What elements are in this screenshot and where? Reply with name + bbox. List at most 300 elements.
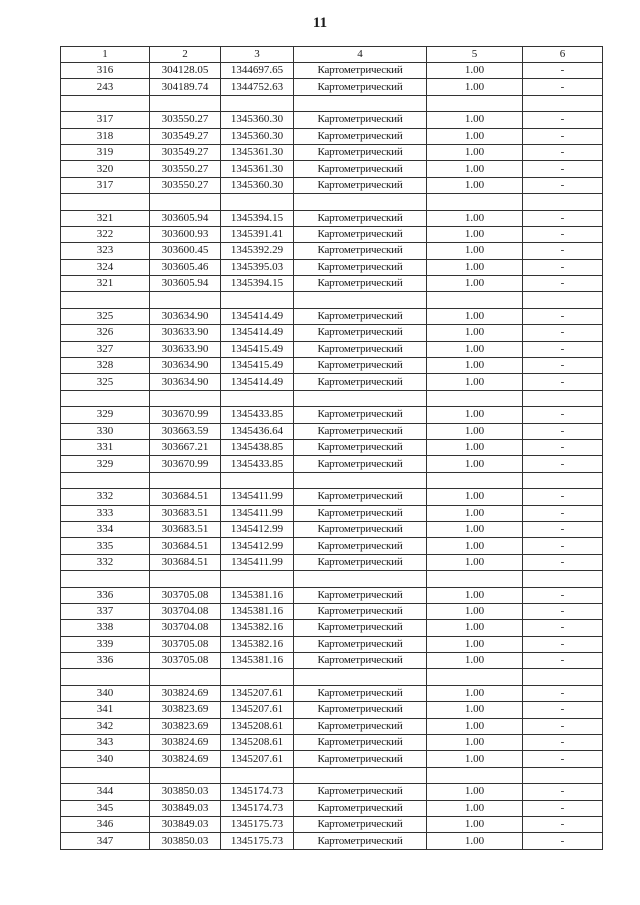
- y-coordinate-cell: 1345436.64: [221, 423, 294, 439]
- note-cell: -: [523, 521, 603, 537]
- accuracy-cell: 1.00: [427, 144, 523, 160]
- point-number-cell: 317: [61, 177, 150, 193]
- empty-cell: [221, 472, 294, 488]
- method-cell: Картометрический: [294, 325, 427, 341]
- note-cell: -: [523, 112, 603, 128]
- note-cell: -: [523, 489, 603, 505]
- accuracy-cell: 1.00: [427, 439, 523, 455]
- x-coordinate-cell: 303705.08: [150, 653, 221, 669]
- accuracy-cell: 1.00: [427, 505, 523, 521]
- empty-cell: [523, 292, 603, 308]
- empty-cell: [523, 571, 603, 587]
- empty-cell: [427, 669, 523, 685]
- method-cell: Картометрический: [294, 489, 427, 505]
- table-row: [61, 620, 603, 636]
- accuracy-cell: 1.00: [427, 735, 523, 751]
- x-coordinate-cell: 303663.59: [150, 423, 221, 439]
- empty-cell: [61, 390, 150, 406]
- x-coordinate-cell: 303633.90: [150, 325, 221, 341]
- note-cell: -: [523, 685, 603, 701]
- accuracy-cell: 1.00: [427, 63, 523, 79]
- note-cell: -: [523, 407, 603, 423]
- y-coordinate-cell: 1345381.16: [221, 653, 294, 669]
- accuracy-cell: 1.00: [427, 784, 523, 800]
- empty-cell: [294, 95, 427, 111]
- method-cell: Картометрический: [294, 505, 427, 521]
- empty-cell: [221, 767, 294, 783]
- empty-cell: [221, 571, 294, 587]
- x-coordinate-cell: 303823.69: [150, 718, 221, 734]
- note-cell: -: [523, 636, 603, 652]
- empty-cell: [150, 390, 221, 406]
- note-cell: -: [523, 735, 603, 751]
- method-cell: Картометрический: [294, 833, 427, 849]
- point-number-cell: 319: [61, 144, 150, 160]
- empty-cell: [294, 390, 427, 406]
- x-coordinate-cell: 303824.69: [150, 735, 221, 751]
- note-cell: -: [523, 210, 603, 226]
- table-row: [61, 833, 603, 849]
- accuracy-cell: 1.00: [427, 341, 523, 357]
- accuracy-cell: 1.00: [427, 816, 523, 832]
- note-cell: -: [523, 587, 603, 603]
- group-separator-row: [61, 194, 603, 210]
- point-number-cell: 347: [61, 833, 150, 849]
- note-cell: -: [523, 603, 603, 619]
- table-row: [61, 276, 603, 292]
- x-coordinate-cell: 303704.08: [150, 620, 221, 636]
- note-cell: -: [523, 374, 603, 390]
- x-coordinate-cell: 303550.27: [150, 177, 221, 193]
- table-row: [61, 243, 603, 259]
- method-cell: Картометрический: [294, 79, 427, 95]
- x-coordinate-cell: 303634.90: [150, 308, 221, 324]
- header-col-6: 6: [523, 47, 603, 63]
- note-cell: -: [523, 63, 603, 79]
- empty-cell: [150, 571, 221, 587]
- x-coordinate-cell: 304189.74: [150, 79, 221, 95]
- y-coordinate-cell: 1345433.85: [221, 456, 294, 472]
- table-row: [61, 784, 603, 800]
- empty-cell: [427, 472, 523, 488]
- x-coordinate-cell: 303824.69: [150, 685, 221, 701]
- accuracy-cell: 1.00: [427, 833, 523, 849]
- empty-cell: [523, 767, 603, 783]
- table-row: [61, 259, 603, 275]
- point-number-cell: 329: [61, 456, 150, 472]
- accuracy-cell: 1.00: [427, 456, 523, 472]
- table-row: [61, 128, 603, 144]
- accuracy-cell: 1.00: [427, 702, 523, 718]
- x-coordinate-cell: 303633.90: [150, 341, 221, 357]
- method-cell: Картометрический: [294, 128, 427, 144]
- accuracy-cell: 1.00: [427, 259, 523, 275]
- empty-cell: [294, 292, 427, 308]
- method-cell: Картометрический: [294, 423, 427, 439]
- note-cell: -: [523, 439, 603, 455]
- table-row: [61, 407, 603, 423]
- note-cell: -: [523, 554, 603, 570]
- method-cell: Картометрический: [294, 144, 427, 160]
- method-cell: Картометрический: [294, 243, 427, 259]
- method-cell: Картометрический: [294, 521, 427, 537]
- y-coordinate-cell: 1344697.65: [221, 63, 294, 79]
- y-coordinate-cell: 1345412.99: [221, 521, 294, 537]
- method-cell: Картометрический: [294, 685, 427, 701]
- accuracy-cell: 1.00: [427, 128, 523, 144]
- method-cell: Картометрический: [294, 554, 427, 570]
- y-coordinate-cell: 1345207.61: [221, 702, 294, 718]
- y-coordinate-cell: 1345208.61: [221, 718, 294, 734]
- table-row: [61, 702, 603, 718]
- x-coordinate-cell: 303600.45: [150, 243, 221, 259]
- point-number-cell: 341: [61, 702, 150, 718]
- empty-cell: [427, 95, 523, 111]
- x-coordinate-cell: 303705.08: [150, 636, 221, 652]
- accuracy-cell: 1.00: [427, 538, 523, 554]
- note-cell: -: [523, 833, 603, 849]
- y-coordinate-cell: 1345433.85: [221, 407, 294, 423]
- method-cell: Картометрический: [294, 226, 427, 242]
- point-number-cell: 334: [61, 521, 150, 537]
- table-row: [61, 554, 603, 570]
- point-number-cell: 243: [61, 79, 150, 95]
- method-cell: Картометрический: [294, 456, 427, 472]
- accuracy-cell: 1.00: [427, 112, 523, 128]
- table-row: [61, 735, 603, 751]
- point-number-cell: 343: [61, 735, 150, 751]
- method-cell: Картометрический: [294, 587, 427, 603]
- method-cell: Картометрический: [294, 800, 427, 816]
- accuracy-cell: 1.00: [427, 325, 523, 341]
- empty-cell: [61, 669, 150, 685]
- table-row: [61, 456, 603, 472]
- method-cell: Картометрический: [294, 816, 427, 832]
- y-coordinate-cell: 1345382.16: [221, 620, 294, 636]
- method-cell: Картометрический: [294, 702, 427, 718]
- y-coordinate-cell: 1345207.61: [221, 685, 294, 701]
- y-coordinate-cell: 1345361.30: [221, 161, 294, 177]
- empty-cell: [61, 767, 150, 783]
- point-number-cell: 338: [61, 620, 150, 636]
- y-coordinate-cell: 1345414.49: [221, 325, 294, 341]
- empty-cell: [221, 669, 294, 685]
- x-coordinate-cell: 303683.51: [150, 505, 221, 521]
- y-coordinate-cell: 1345174.73: [221, 800, 294, 816]
- accuracy-cell: 1.00: [427, 521, 523, 537]
- table-row: [61, 718, 603, 734]
- empty-cell: [150, 767, 221, 783]
- x-coordinate-cell: 303684.51: [150, 538, 221, 554]
- note-cell: -: [523, 456, 603, 472]
- point-number-cell: 345: [61, 800, 150, 816]
- note-cell: -: [523, 358, 603, 374]
- accuracy-cell: 1.00: [427, 751, 523, 767]
- method-cell: Картометрический: [294, 358, 427, 374]
- x-coordinate-cell: 303849.03: [150, 816, 221, 832]
- x-coordinate-cell: 303605.94: [150, 276, 221, 292]
- point-number-cell: 328: [61, 358, 150, 374]
- x-coordinate-cell: 303549.27: [150, 144, 221, 160]
- y-coordinate-cell: 1345361.30: [221, 144, 294, 160]
- empty-cell: [150, 472, 221, 488]
- x-coordinate-cell: 303683.51: [150, 521, 221, 537]
- table-body: [61, 63, 603, 850]
- coordinates-table: [60, 46, 603, 850]
- table-row: [61, 374, 603, 390]
- method-cell: Картометрический: [294, 751, 427, 767]
- x-coordinate-cell: 303684.51: [150, 489, 221, 505]
- note-cell: -: [523, 341, 603, 357]
- accuracy-cell: 1.00: [427, 685, 523, 701]
- empty-cell: [150, 669, 221, 685]
- note-cell: -: [523, 751, 603, 767]
- method-cell: Картометрический: [294, 161, 427, 177]
- group-separator-row: [61, 669, 603, 685]
- note-cell: -: [523, 79, 603, 95]
- accuracy-cell: 1.00: [427, 79, 523, 95]
- group-separator-row: [61, 571, 603, 587]
- table-row: [61, 63, 603, 79]
- method-cell: Картометрический: [294, 784, 427, 800]
- accuracy-cell: 1.00: [427, 587, 523, 603]
- group-separator-row: [61, 95, 603, 111]
- accuracy-cell: 1.00: [427, 243, 523, 259]
- method-cell: Картометрический: [294, 276, 427, 292]
- x-coordinate-cell: 303600.93: [150, 226, 221, 242]
- method-cell: Картометрический: [294, 603, 427, 619]
- accuracy-cell: 1.00: [427, 161, 523, 177]
- empty-cell: [61, 95, 150, 111]
- header-col-1: 1: [61, 47, 150, 63]
- note-cell: -: [523, 144, 603, 160]
- header-col-3: 3: [221, 47, 294, 63]
- method-cell: Картометрический: [294, 177, 427, 193]
- point-number-cell: 336: [61, 587, 150, 603]
- x-coordinate-cell: 303549.27: [150, 128, 221, 144]
- table-row: [61, 358, 603, 374]
- note-cell: -: [523, 243, 603, 259]
- x-coordinate-cell: 303667.21: [150, 439, 221, 455]
- empty-cell: [61, 194, 150, 210]
- table-row: [61, 800, 603, 816]
- note-cell: -: [523, 816, 603, 832]
- accuracy-cell: 1.00: [427, 718, 523, 734]
- accuracy-cell: 1.00: [427, 308, 523, 324]
- point-number-cell: 330: [61, 423, 150, 439]
- point-number-cell: 329: [61, 407, 150, 423]
- point-number-cell: 326: [61, 325, 150, 341]
- y-coordinate-cell: 1345208.61: [221, 735, 294, 751]
- point-number-cell: 320: [61, 161, 150, 177]
- point-number-cell: 317: [61, 112, 150, 128]
- point-number-cell: 332: [61, 489, 150, 505]
- accuracy-cell: 1.00: [427, 210, 523, 226]
- method-cell: Картометрический: [294, 538, 427, 554]
- accuracy-cell: 1.00: [427, 489, 523, 505]
- table-row: [61, 653, 603, 669]
- x-coordinate-cell: 303550.27: [150, 112, 221, 128]
- point-number-cell: 335: [61, 538, 150, 554]
- note-cell: -: [523, 276, 603, 292]
- table-row: [61, 341, 603, 357]
- table-row: [61, 489, 603, 505]
- note-cell: -: [523, 308, 603, 324]
- empty-cell: [523, 194, 603, 210]
- point-number-cell: 336: [61, 653, 150, 669]
- empty-cell: [427, 390, 523, 406]
- note-cell: -: [523, 702, 603, 718]
- empty-cell: [523, 669, 603, 685]
- x-coordinate-cell: 303705.08: [150, 587, 221, 603]
- method-cell: Картометрический: [294, 341, 427, 357]
- y-coordinate-cell: 1345415.49: [221, 341, 294, 357]
- point-number-cell: 339: [61, 636, 150, 652]
- note-cell: -: [523, 423, 603, 439]
- method-cell: Картометрический: [294, 112, 427, 128]
- table-row: [61, 112, 603, 128]
- note-cell: -: [523, 620, 603, 636]
- method-cell: Картометрический: [294, 718, 427, 734]
- note-cell: -: [523, 800, 603, 816]
- empty-cell: [427, 571, 523, 587]
- empty-cell: [427, 292, 523, 308]
- point-number-cell: 321: [61, 276, 150, 292]
- table-row: [61, 505, 603, 521]
- x-coordinate-cell: 303634.90: [150, 358, 221, 374]
- x-coordinate-cell: 303605.46: [150, 259, 221, 275]
- method-cell: Картометрический: [294, 735, 427, 751]
- point-number-cell: 344: [61, 784, 150, 800]
- method-cell: Картометрический: [294, 63, 427, 79]
- empty-cell: [427, 767, 523, 783]
- accuracy-cell: 1.00: [427, 226, 523, 242]
- note-cell: -: [523, 784, 603, 800]
- x-coordinate-cell: 304128.05: [150, 63, 221, 79]
- x-coordinate-cell: 303670.99: [150, 407, 221, 423]
- empty-cell: [61, 292, 150, 308]
- empty-cell: [523, 390, 603, 406]
- header-col-4: 4: [294, 47, 427, 63]
- point-number-cell: 325: [61, 308, 150, 324]
- empty-cell: [523, 472, 603, 488]
- accuracy-cell: 1.00: [427, 636, 523, 652]
- accuracy-cell: 1.00: [427, 358, 523, 374]
- y-coordinate-cell: 1345175.73: [221, 816, 294, 832]
- accuracy-cell: 1.00: [427, 407, 523, 423]
- group-separator-row: [61, 390, 603, 406]
- note-cell: -: [523, 128, 603, 144]
- point-number-cell: 318: [61, 128, 150, 144]
- table-row: [61, 144, 603, 160]
- point-number-cell: 322: [61, 226, 150, 242]
- y-coordinate-cell: 1345382.16: [221, 636, 294, 652]
- y-coordinate-cell: 1345207.61: [221, 751, 294, 767]
- empty-cell: [150, 194, 221, 210]
- empty-cell: [221, 95, 294, 111]
- accuracy-cell: 1.00: [427, 374, 523, 390]
- table-row: [61, 751, 603, 767]
- method-cell: Картометрический: [294, 210, 427, 226]
- y-coordinate-cell: 1345412.99: [221, 538, 294, 554]
- table-row: [61, 603, 603, 619]
- x-coordinate-cell: 303684.51: [150, 554, 221, 570]
- method-cell: Картометрический: [294, 653, 427, 669]
- y-coordinate-cell: 1345415.49: [221, 358, 294, 374]
- empty-cell: [294, 194, 427, 210]
- accuracy-cell: 1.00: [427, 423, 523, 439]
- y-coordinate-cell: 1344752.63: [221, 79, 294, 95]
- group-separator-row: [61, 767, 603, 783]
- table-row: [61, 685, 603, 701]
- y-coordinate-cell: 1345414.49: [221, 374, 294, 390]
- x-coordinate-cell: 303849.03: [150, 800, 221, 816]
- method-cell: Картометрический: [294, 374, 427, 390]
- table-row: [61, 816, 603, 832]
- accuracy-cell: 1.00: [427, 276, 523, 292]
- table-row: [61, 521, 603, 537]
- note-cell: -: [523, 538, 603, 554]
- point-number-cell: 342: [61, 718, 150, 734]
- accuracy-cell: 1.00: [427, 653, 523, 669]
- x-coordinate-cell: 303634.90: [150, 374, 221, 390]
- table-row: [61, 308, 603, 324]
- header-col-2: 2: [150, 47, 221, 63]
- table-row: [61, 636, 603, 652]
- x-coordinate-cell: 303704.08: [150, 603, 221, 619]
- point-number-cell: 324: [61, 259, 150, 275]
- point-number-cell: 327: [61, 341, 150, 357]
- table-row: [61, 587, 603, 603]
- table-row: [61, 161, 603, 177]
- accuracy-cell: 1.00: [427, 554, 523, 570]
- note-cell: -: [523, 325, 603, 341]
- y-coordinate-cell: 1345360.30: [221, 112, 294, 128]
- empty-cell: [150, 292, 221, 308]
- empty-cell: [221, 390, 294, 406]
- x-coordinate-cell: 303850.03: [150, 784, 221, 800]
- method-cell: Картометрический: [294, 439, 427, 455]
- point-number-cell: 340: [61, 685, 150, 701]
- y-coordinate-cell: 1345411.99: [221, 505, 294, 521]
- y-coordinate-cell: 1345411.99: [221, 489, 294, 505]
- method-cell: Картометрический: [294, 407, 427, 423]
- group-separator-row: [61, 472, 603, 488]
- y-coordinate-cell: 1345381.16: [221, 587, 294, 603]
- x-coordinate-cell: 303823.69: [150, 702, 221, 718]
- y-coordinate-cell: 1345174.73: [221, 784, 294, 800]
- empty-cell: [294, 472, 427, 488]
- empty-cell: [150, 95, 221, 111]
- method-cell: Картометрический: [294, 620, 427, 636]
- point-number-cell: 346: [61, 816, 150, 832]
- y-coordinate-cell: 1345394.15: [221, 210, 294, 226]
- empty-cell: [61, 571, 150, 587]
- empty-cell: [221, 194, 294, 210]
- table-row: [61, 423, 603, 439]
- y-coordinate-cell: 1345360.30: [221, 177, 294, 193]
- x-coordinate-cell: 303605.94: [150, 210, 221, 226]
- y-coordinate-cell: 1345381.16: [221, 603, 294, 619]
- point-number-cell: 325: [61, 374, 150, 390]
- accuracy-cell: 1.00: [427, 603, 523, 619]
- y-coordinate-cell: 1345438.85: [221, 439, 294, 455]
- empty-cell: [294, 571, 427, 587]
- y-coordinate-cell: 1345414.49: [221, 308, 294, 324]
- x-coordinate-cell: 303850.03: [150, 833, 221, 849]
- point-number-cell: 321: [61, 210, 150, 226]
- group-separator-row: [61, 292, 603, 308]
